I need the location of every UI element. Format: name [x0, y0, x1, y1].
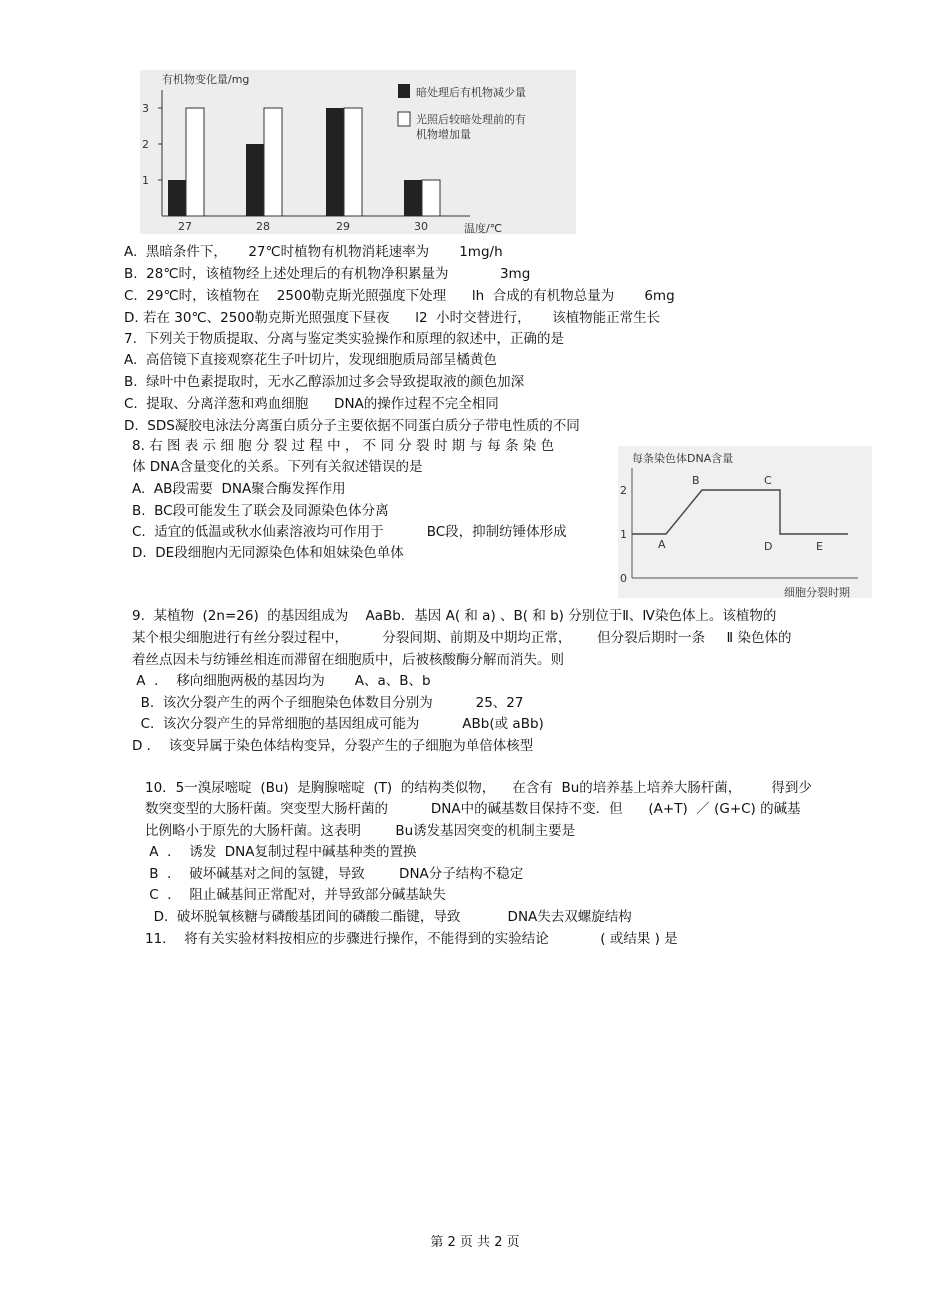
- bar-light: [344, 108, 362, 216]
- bar-dark: [326, 108, 344, 216]
- q8-stem-2: 体 DNA含量变化的关系。下列有关叙述错误的是: [132, 459, 423, 475]
- dna-content-line-chart: [618, 446, 872, 598]
- page-footer: 第 2 页 共 2 页: [430, 1235, 520, 1250]
- line-point-label: E: [816, 540, 823, 553]
- line-point-label: D: [764, 540, 773, 553]
- line-chart-ylabel: 每条染色体DNA含量: [632, 452, 734, 465]
- bar-light: [422, 180, 440, 216]
- q8-option-c: C. 适宜的低温或秋水仙素溶液均可作用于 BC段，抑制纺锤体形成: [132, 524, 567, 540]
- line-y-tick-label: 0: [620, 572, 627, 585]
- q6-option-d: D. 若在 30℃、2500勒克斯光照强度下昼夜 l2 小时交替进行， 该植物能正常生长: [124, 310, 661, 326]
- q9-stem-3: 着丝点因未与纺锤丝相连而滞留在细胞质中，后被核酸酶分解而消失。则: [132, 652, 564, 668]
- q7-option-c: C. 提取、分离洋葱和鸡血细胞 DNA的操作过程不完全相同: [124, 396, 499, 412]
- q11-stem: 11． 将有关实验材料按相应的步骤进行操作，不能得到的实验结论 ( 或结果 ) 是: [145, 931, 678, 947]
- bar-x-tick-label: 28: [256, 220, 270, 233]
- q10-stem-2: 数突变型的大肠杆菌。突变型大肠杆菌的 DNA中的碱基数目保持不变．但 (A+T) ／ (G+C) 的碱基: [145, 801, 801, 817]
- bar-chart-x-ticks: [178, 220, 428, 233]
- bar-dark: [168, 180, 186, 216]
- q10-stem: 10．5一溴尿嘧啶 (Bu) 是胸腺嘧啶 (T) 的结构类似物， 在含有 Bu的培养基上培养大肠杆菌， 得到少: [145, 780, 812, 796]
- line-point-label: C: [764, 474, 772, 487]
- line-chart-series: [632, 490, 848, 534]
- q10-option-a: A ． 诱发 DNA复制过程中碱基种类的置换: [145, 844, 417, 860]
- bar-x-tick-label: 29: [336, 220, 350, 233]
- q8-option-d: D. DE段细胞内无同源染色体和姐妹染色单体: [132, 545, 404, 561]
- bar-x-tick-label: 30: [414, 220, 428, 233]
- line-chart-y-ticks: [620, 484, 627, 585]
- legend-dark-label: 暗处理后有机物减少量: [416, 86, 526, 99]
- line-chart-svg: [618, 446, 872, 598]
- bar-y-tick-label: 3: [142, 102, 149, 115]
- bar-chart-y-ticks: [142, 102, 162, 187]
- legend-dark-swatch: [398, 84, 410, 98]
- organic-matter-bar-chart: [140, 70, 576, 234]
- q6-option-c: C. 29℃时，该植物在 2500勒克斯光照强度下处理 lh 合成的有机物总量为 6mg: [124, 288, 675, 304]
- q7-option-b: B. 绿叶中色素提取时，无水乙醇添加过多会导致提取液的颜色加深: [124, 374, 525, 390]
- legend-light-label-2: 机物增加量: [416, 128, 471, 141]
- bar-chart-xlabel: 温度/℃: [464, 222, 503, 234]
- q8-option-a: A. AB段需要 DNA聚合酶发挥作用: [132, 481, 346, 497]
- q10-stem-3: 比例略小于原先的大肠杆菌。这表明 Bu诱发基因突变的机制主要是: [145, 823, 576, 839]
- q9-option-c: C. 该次分裂产生的异常细胞的基因组成可能为 ABb(或 aBb): [132, 716, 544, 732]
- legend-light-label-1: 光照后较暗处理前的有: [416, 113, 526, 126]
- bar-y-tick-label: 2: [142, 138, 149, 151]
- line-point-label: B: [692, 474, 700, 487]
- q10-option-d: D. 破坏脱氧核糖与磷酸基团间的磷酸二酯键，导致 DNA失去双螺旋结构: [145, 909, 632, 925]
- bar-x-tick-label: 27: [178, 220, 192, 233]
- line-series-path: [632, 490, 848, 534]
- bar-dark: [246, 144, 264, 216]
- line-y-tick-label: 1: [620, 528, 627, 541]
- legend-light-swatch: [398, 112, 410, 126]
- q9-stem-2: 某个根尖细胞进行有丝分裂过程中， 分裂间期、前期及中期均正常， 但分裂后期时一条 Ⅱ 染色体的: [132, 630, 792, 646]
- q7-option-d: D. SDS凝胶电泳法分离蛋白质分子主要依据不同蛋白质分子带电性质的不同: [124, 418, 580, 434]
- q9-stem: 9. 某植物 (2n=26) 的基因组成为 AaBb．基因 A( 和 a) 、B( 和 b) 分别位于Ⅱ、Ⅳ染色体上。该植物的: [132, 608, 777, 624]
- q10-option-c: C ． 阻止碱基间正常配对，并导致部分碱基缺失: [145, 887, 446, 903]
- bar-light: [186, 108, 204, 216]
- q10-option-b: B ． 破坏碱基对之间的氢键，导致 DNA分子结构不稳定: [145, 866, 524, 882]
- q9-option-a: A ． 移向细胞两极的基因均为 A、a、B、b: [132, 673, 431, 689]
- q7-stem: 7. 下列关于物质提取、分离与鉴定类实验操作和原理的叙述中，正确的是: [124, 331, 564, 347]
- q8-stem: 8. 右 图 表 示 细 胞 分 裂 过 程 中 ， 不 同 分 裂 时 期 与 每 条 染 色: [132, 438, 555, 454]
- q6-option-b: B. 28℃时，该植物经上述处理后的有机物净积累量为 3mg: [124, 266, 531, 282]
- q9-option-b: B. 该次分裂产生的两个子细胞染色体数目分别为 25、27: [132, 695, 524, 711]
- bar-chart-ylabel: 有机物变化量/mg: [162, 73, 250, 86]
- q7-option-a: A. 高倍镜下直接观察花生子叶切片，发现细胞质局部呈橘黄色: [124, 352, 497, 368]
- line-point-label: A: [658, 538, 666, 551]
- line-y-tick-label: 2: [620, 484, 627, 497]
- q8-option-b: B. BC段可能发生了联会及同源染色体分离: [132, 503, 389, 519]
- bar-light: [264, 108, 282, 216]
- bar-dark: [404, 180, 422, 216]
- q9-option-d: D ． 该变异属于染色体结构变异，分裂产生的子细胞为单倍体核型: [132, 738, 534, 754]
- bar-chart-svg: [140, 70, 576, 234]
- q6-option-a: A. 黑暗条件下， 27℃时植物有机物消耗速率为 1mg/h: [124, 244, 503, 260]
- line-chart-xlabel: 细胞分裂时期: [784, 586, 850, 598]
- bar-y-tick-label: 1: [142, 174, 149, 187]
